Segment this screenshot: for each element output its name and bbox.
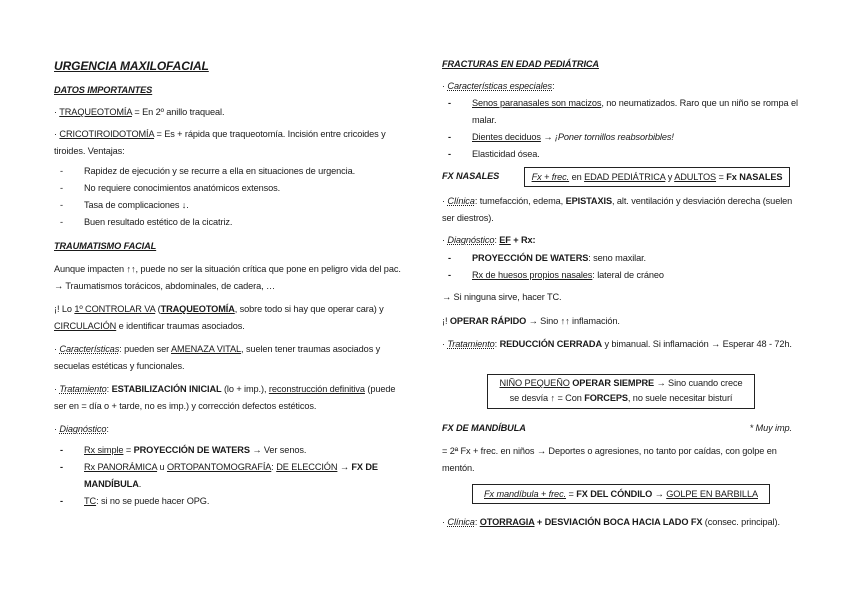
nasales-tratamiento: · Tratamiento: REDUCCIÓN CERRADA y bimanual. Si inflamación → Esperar 48 - 72h. (442, 339, 792, 349)
list-item: - Dientes deciduos → ¡Poner tornillos reabsorbibles! (442, 129, 798, 146)
nino-box: NIÑO PEQUEÑO OPERAR SIEMPRE → Sino cuando crece se desvía ↑ = Con FORCEPS, no suele necesitar bisturí (487, 374, 755, 409)
list-item: - PROYECCIÓN DE WATERS: seno maxilar. (442, 250, 798, 267)
trauma-p2: ¡! Lo 1º CONTROLAR VA (TRAQUEOTOMÍA, sobre todo si hay que operar cara) y CIRCULACIÓN e identificar traumas asociados. (54, 304, 384, 331)
mandibula-box: Fx mandíbula + frec. = FX DEL CÓNDILO → GOLPE EN BARBILLA (472, 484, 770, 504)
list-item: - Rx simple = PROYECCIÓN DE WATERS → Ver senos. (54, 442, 409, 459)
list-item: - TC: si no se puede hacer OPG. (54, 493, 409, 510)
traqueo-line: · TRAQUEOTOMÍA = En 2º anillo traqueal. (54, 107, 225, 117)
pediatrica-section (442, 56, 798, 163)
pediatrica-list (442, 95, 798, 163)
mandibula-section (442, 420, 798, 477)
trauma-section (54, 238, 409, 510)
mandibula-clinica: · Clínica: OTORRAGIA + DESVIACIÓN BOCA HACIA LADO FX (consec. principal). (442, 517, 780, 527)
nasales-box: Fx + frec. en EDAD PEDIÁTRICA y ADULTOS = Fx NASALES (524, 167, 790, 187)
trauma-heading: TRAUMATISMO FACIAL (54, 241, 157, 251)
pediatrica-heading: FRACTURAS EN EDAD PEDIÁTRICA (442, 59, 599, 69)
list-item: - No requiere conocimientos anatómicos extensos. (54, 180, 409, 197)
page-title: URGENCIA MAXILOFACIAL (54, 59, 209, 73)
ventajas-list (54, 163, 409, 231)
nasales-si: → Si ninguna sirve, hacer TC. (442, 292, 562, 302)
list-item: - Elasticidad ósea. (442, 146, 798, 163)
nasales-clinica: · Clínica: tumefacción, edema, EPISTAXIS, alt. ventilación y desviación derecha (suelen ser diestros). (442, 196, 793, 223)
trauma-diagnostico: · Diagnóstico: (54, 424, 109, 434)
datos-section (54, 82, 409, 231)
pediatrica-caracteristicas: · Características especiales: (442, 81, 555, 91)
list-item: - Rx de huesos propios nasales: lateral de cráneo (442, 267, 798, 284)
mandibula-p1: = 2ª Fx + frec. en niños → Deportes o agresiones, no tanto por caídas, con golpe en mentón. (442, 446, 777, 473)
list-item: - Buen resultado estético de la cicatriz. (54, 214, 409, 231)
trauma-tratamiento: · Tratamiento: ESTABILIZACIÓN INICIAL (lo + imp.), reconstrucción definitiva (puede ser en = día o + tarde, no es imp.) y corrección defectos estéticos. (54, 384, 396, 411)
mandibula-heading-row (442, 420, 798, 437)
nasales-diagnostico: · Diagnóstico: EF + Rx: (442, 235, 536, 245)
nasales-heading: FX NASALES (442, 171, 500, 181)
nasales-section (442, 193, 798, 353)
list-item: - Senos paranasales son macizos, no neumatizados. Raro que un niño se rompa el malar. (442, 95, 798, 129)
trauma-p1: Aunque impacten ↑↑, puede no ser la situación crítica que pone en peligro vida del pac. → Traumatismos torácicos, abdominales, de cadera, … (54, 264, 401, 291)
nasales-list (442, 250, 798, 284)
nasales-operar: ¡! OPERAR RÁPIDO → Sino ↑↑ inflamación. (442, 316, 620, 326)
mandibula-note: * Muy imp. (749, 423, 792, 433)
list-item: - Rapidez de ejecución y se recurre a ella en situaciones de urgencia. (54, 163, 409, 180)
list-item: - Rx PANORÁMICA u ORTOPANTOMOGRAFÍA: DE ELECCIÓN → FX DE MANDÍBULA. (54, 459, 409, 493)
list-item: - Tasa de complicaciones ↓. (54, 197, 409, 214)
crico-line: · CRICOTIROIDOTOMÍA = Es + rápida que traqueotomía. Incisión entre cricoides y tiroides. Ventajas: (54, 129, 386, 156)
datos-heading: DATOS IMPORTANTES (54, 85, 153, 95)
trauma-caracteristicas: · Características: pueden ser AMENAZA VITAL, suelen tener traumas asociados y secuelas estéticas y funcionales. (54, 344, 381, 371)
diag-list (54, 442, 409, 510)
mandibula-heading: FX DE MANDÍBULA (442, 423, 526, 433)
